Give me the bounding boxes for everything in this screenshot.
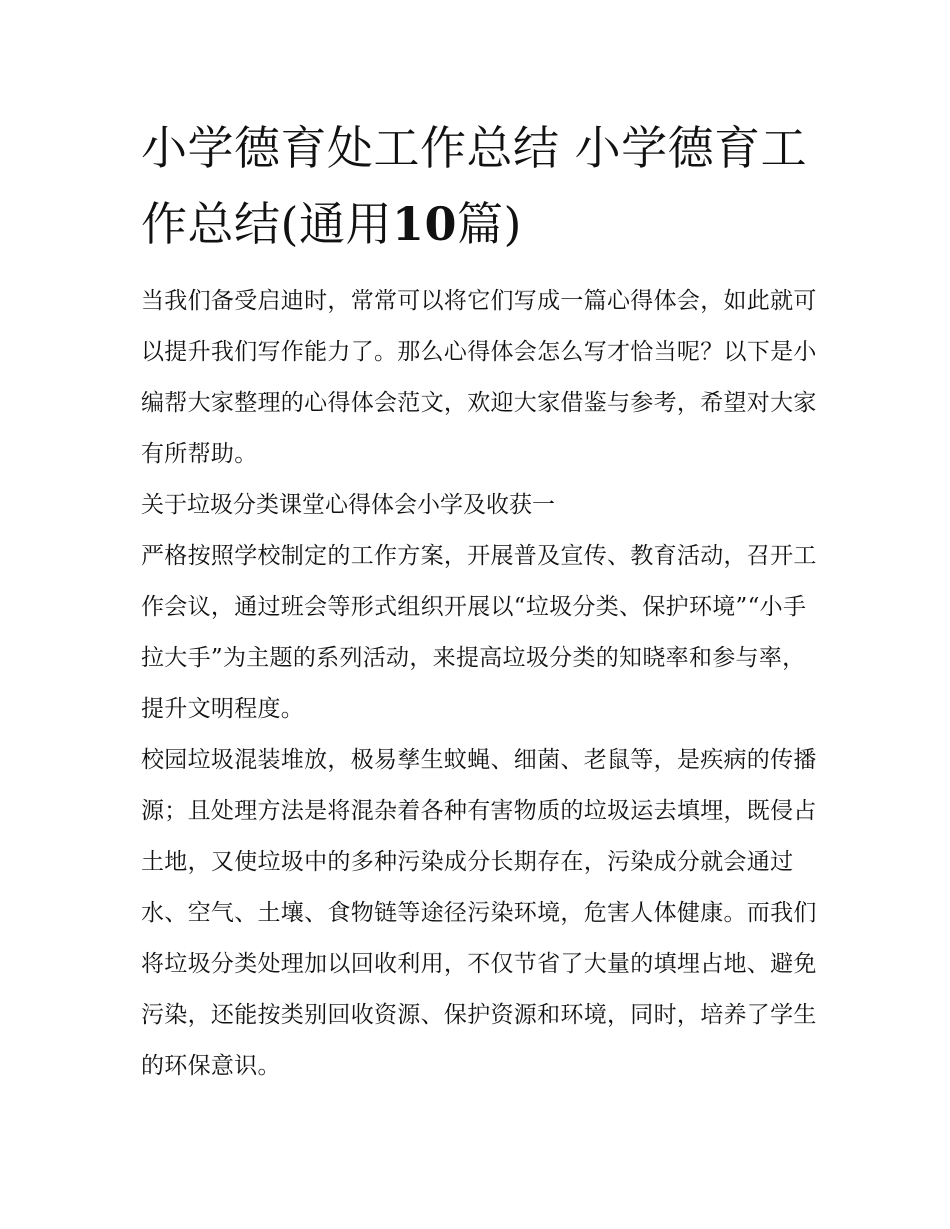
body-paragraph-2: 校园垃圾混装堆放，极易孳生蚊蝇、细菌、老鼠等，是疾病的传播源；且处理方法是将混杂着各种有害物质的垃圾运去填埋，既侵占土地，又使垃圾中的多种污染成分长期存在，污染成分就会通过水、空气、土壤、食物链等途径污染环境，危害人体健康。而我们将垃圾分类处理加以回收利用，不仅节省了大量的填埋占地、避免污染，还能按类别回收资源、保护资源和环境，同时，培养了学生的环保意识。 <box>141 747 817 1079</box>
title-suffix: 篇) <box>456 197 522 251</box>
document-title <box>141 110 821 262</box>
document-page <box>141 110 821 1092</box>
section-heading: 关于垃圾分类课堂心得体会小学及收获一 <box>141 492 555 518</box>
title-text: 小学德育处工作总结 小学德育工作总结(通用 <box>141 121 808 251</box>
intro-paragraph: 当我们备受启迪时，常常可以将它们写成一篇心得体会，如此就可以提升我们写作能力了。那么心得体会怎么写才恰当呢？以下是小编帮大家整理的心得体会范文，欢迎大家借鉴与参考，希望对大家有所帮助。 <box>141 288 817 467</box>
body-paragraph-1: 严格按照学校制定的工作方案，开展普及宣传、教育活动，召开工作会议，通过班会等形式组织开展以“垃圾分类、保护环境”“小手拉大手”为主题的系列活动，来提高垃圾分类的知晓率和参与率，提升文明程度。 <box>141 543 817 722</box>
title-number: 10 <box>391 197 457 251</box>
